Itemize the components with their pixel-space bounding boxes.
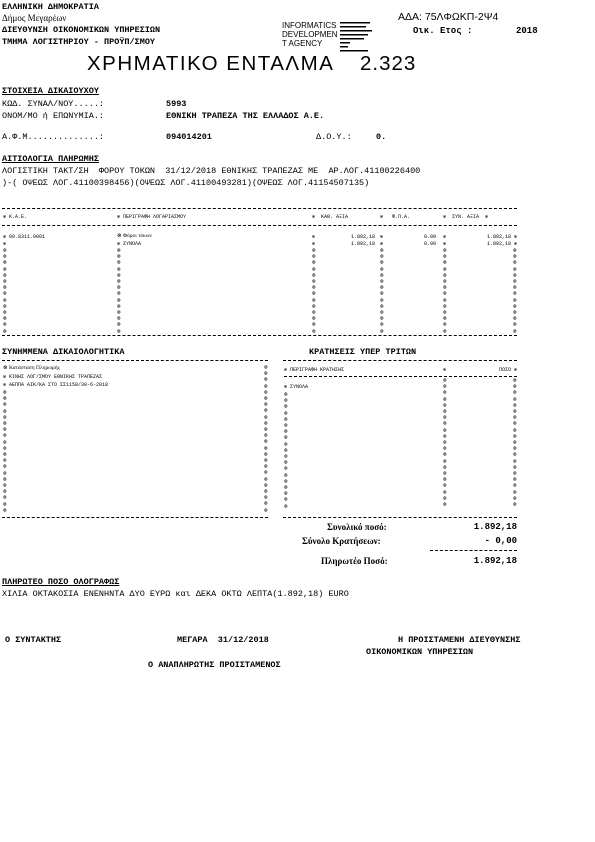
table-row-1-total: ⊗ 1.892,18 ⊗ bbox=[443, 234, 517, 240]
attachment-item-3: ⊗ ΑΕΠΠΑ ΑΙΚ/ΚΑ ΣΤΟ ΣΣ1150/30-6-2018 bbox=[3, 382, 109, 388]
table-row-2-desc: ⊗ ΣΥΝΟΛΑ bbox=[117, 241, 142, 247]
table-row-2-gross: ⊗ 1.892,18 bbox=[312, 241, 375, 247]
deductions-col-amount: ⊗ ΠΟΣΟ ⊗ bbox=[443, 367, 517, 373]
col-sep-total: ⊗ ⊗ ⊗ ⊗ ⊗ ⊗ ⊗ ⊗ ⊗ ⊗ ⊗ ⊗ ⊗ ⊗ bbox=[443, 248, 447, 334]
header-department: ΤΜΗΜΑ ΛΟΓΙΣΤΗΡΙΟΥ - ΠΡΟΫΠ/ΣΜΟΥ bbox=[2, 37, 156, 47]
attachments-heading: ΣΥΝΗΜΜΕΝΑ ΔΙΚΑΙΟΛΟΓΗΤΙΚΑ bbox=[2, 347, 125, 357]
in-words-heading: ΠΛΗΡΩΤΕΟ ΠΟΣΟ ΟΛΟΓΡΑΦΩΣ bbox=[2, 577, 120, 587]
beneficiary-code-label: ΚΩΔ. ΣΥΝΑΛ/ΝΟΥ.....: bbox=[2, 99, 105, 109]
signature-deputy: Ο ΑΝΑΠΛΗΡΩΤΗΣ ΠΡΟΙΣΤΑΜΕΝΟΣ bbox=[148, 660, 281, 670]
col-header-desc: ⊗ ΠΕΡΙΓΡΑΦΗ ΛΟΓΑΡΙΑΣΜΟΥ bbox=[117, 214, 187, 220]
col-sep-desc: ⊗ ⊗ ⊗ ⊗ ⊗ ⊗ ⊗ ⊗ ⊗ ⊗ ⊗ ⊗ ⊗ ⊗ bbox=[117, 248, 121, 334]
total-deductions-value: - 0,00 bbox=[484, 536, 517, 546]
signature-author: Ο ΣΥΝΤΑΚΤΗΣ bbox=[5, 635, 62, 645]
deductions-col-desc: ⊗ ΠΕΡΙΓΡΑΦΗ ΚΡΑΤΗΣΗΣ bbox=[284, 367, 345, 373]
in-words-text: ΧΙΛΙΑ ΟΚΤΑΚΟΣΙΑ ΕΝΕΝΗΝΤΑ ΔΥΟ ΕΥΡΩ και ΔΕΚΑ ΟΚΤΩ ΛΕΠΤΑ(1.892,18) EURO bbox=[2, 589, 349, 599]
col-header-total: ⊗ ΣΥΝ. ΑΞΙΑ ⊗ bbox=[443, 214, 489, 220]
table-row-2-total: ⊗ 1.892,18 ⊗ bbox=[443, 241, 517, 247]
total-sum-value: 1.892,18 bbox=[473, 522, 517, 532]
table-header-rule bbox=[2, 225, 517, 226]
header-municipality: Δήμος Μεγαρέων bbox=[2, 13, 67, 23]
logo-emblem-icon bbox=[340, 22, 390, 52]
warrant-number: 2.323 bbox=[360, 52, 417, 75]
col-header-kae: ⊗ Κ.Α.Ε. bbox=[3, 214, 28, 220]
fiscal-year-value: 2018 bbox=[516, 26, 538, 36]
table-top-rule bbox=[2, 208, 517, 209]
total-payable-value: 1.892,18 bbox=[473, 556, 517, 566]
table-row-1-desc: ⊗ Φόροι τόκων bbox=[117, 233, 152, 239]
attachment-item-1: ⊗ Κατάσταση Πληρωμής bbox=[3, 365, 60, 371]
logo-line-3: T AGENCY bbox=[282, 39, 323, 48]
deductions-total-label: ⊗ ΣΥΝΟΛΑ bbox=[284, 384, 309, 390]
table-bottom-rule bbox=[2, 335, 517, 336]
signature-head-line-2: ΟΙΚΟΝΟΜΙΚΩΝ ΥΠΗΡΕΣΙΩΝ bbox=[366, 647, 474, 657]
total-payable-label: Πληρωτέο Ποσό: bbox=[321, 556, 388, 566]
col-sep-kae: ⊗ ⊗ ⊗ ⊗ ⊗ ⊗ ⊗ ⊗ ⊗ ⊗ ⊗ ⊗ ⊗ ⊗ bbox=[3, 248, 7, 334]
table-row-1-kae: ⊗ 00.8311.0001 bbox=[3, 234, 46, 240]
page-title: ΧΡΗΜΑΤΙΚΟ ΕΝΤΑΛΜΑ bbox=[87, 52, 335, 75]
col-header-gross: ⊗ ΚΑΘ. ΑΞΙΑ bbox=[312, 214, 349, 220]
beneficiary-code-value: 5993 bbox=[166, 99, 187, 109]
justification-line-2: )-( ΟΨΕΩΣ ΛΟΓ.41100398456)(ΟΨΕΩΣ ΛΟΓ.41100493281)(ΟΨΕΩΣ ΛΟΓ.41154507135) bbox=[2, 178, 370, 188]
beneficiary-name-value: ΕΘΝΙΚΗ ΤΡΑΠΕΖΑ ΤΗΣ ΕΛΛΑΔΟΣ Α.Ε. bbox=[166, 111, 325, 121]
logo-line-2: DEVELOPMEN bbox=[282, 30, 338, 39]
total-sum-label: Συνολικό ποσό: bbox=[327, 522, 387, 532]
beneficiary-afm-value: 094014201 bbox=[166, 132, 212, 142]
header-country: ΕΛΛΗΝΙΚΗ ΔΗΜΟΚΡΑΤΙΑ bbox=[2, 2, 99, 12]
col-header-fpa: ⊗ Φ.Π.Α. bbox=[380, 214, 411, 220]
beneficiary-afm-label: Α.Φ.Μ..............: bbox=[2, 132, 105, 142]
logo-line-1: INFORMATICS bbox=[282, 21, 337, 30]
beneficiary-doy-value: 0. bbox=[376, 132, 387, 142]
signature-head-line-1: Η ΠΡΟΙΣΤΑΜΕΝΗ ΔΙΕΥΘΥΝΣΗΣ bbox=[398, 635, 521, 645]
beneficiary-name-label: ΟΝΟΜ/ΜΟ ή ΕΠΩΝΥΜΙΑ.: bbox=[2, 111, 105, 121]
total-deductions-label: Σύνολο Κρατήσεων: bbox=[302, 536, 381, 546]
col-sep-right: ⊗ ⊗ ⊗ ⊗ ⊗ ⊗ ⊗ ⊗ ⊗ ⊗ ⊗ ⊗ ⊗ ⊗ bbox=[513, 248, 517, 334]
col-sep-gross: ⊗ ⊗ ⊗ ⊗ ⊗ ⊗ ⊗ ⊗ ⊗ ⊗ ⊗ ⊗ ⊗ ⊗ bbox=[312, 248, 316, 334]
table-row-1-fpa: ⊗ 0.00 bbox=[380, 234, 436, 240]
justification-line-1: ΛΟΓΙΣΤΙΚΗ ΤΑΚΤ/ΣΗ ΦΟΡΟΥ ΤΟΚΩΝ 31/12/2018 ΕΘΝΙΚΗΣ ΤΡΑΠΕΖΑΣ ΜΕ ΑΡ.ΛΟΓ.41100226400 bbox=[2, 166, 421, 176]
col-sep-fpa: ⊗ ⊗ ⊗ ⊗ ⊗ ⊗ ⊗ ⊗ ⊗ ⊗ ⊗ ⊗ ⊗ ⊗ bbox=[380, 248, 384, 334]
signature-place-date: ΜΕΓΑΡΑ 31/12/2018 bbox=[177, 635, 269, 645]
attachment-item-2: ⊗ ΚΙΝΗΣ ΛΟΓ/ΣΜΟΥ ΕΘΝΙΚΗΣ ΤΡΑΠΕΖΑΣ bbox=[3, 374, 103, 380]
deductions-heading: ΚΡΑΤΗΣΕΙΣ ΥΠΕΡ ΤΡΙΤΩΝ bbox=[309, 347, 417, 357]
beneficiary-heading: ΣΤΟΙΧΕΙΑ ΔΙΚΑΙΟΥΧΟΥ bbox=[2, 86, 99, 96]
table-row-1-gross: ⊗ 1.892,18 bbox=[312, 234, 375, 240]
header-directorate: ΔΙΕΥΘΥΝΣΗ ΟΙΚΟΝΟΜΙΚΩΝ ΥΠΗΡΕΣΙΩΝ bbox=[2, 25, 161, 35]
fiscal-year-label: Οικ. Ετος : bbox=[413, 26, 473, 36]
ada-code: ΑΔΑ: 75ΛΦΩΚΠ-2Ψ4 bbox=[398, 11, 499, 23]
justification-heading: ΑΙΤΙΟΛΟΓΙΑ ΠΛΗΡΩΜΗΣ bbox=[2, 154, 99, 164]
beneficiary-doy-label: Δ.Ο.Υ.: bbox=[316, 132, 352, 142]
table-row-2-fpa: ⊗ 0.00 bbox=[380, 241, 436, 247]
